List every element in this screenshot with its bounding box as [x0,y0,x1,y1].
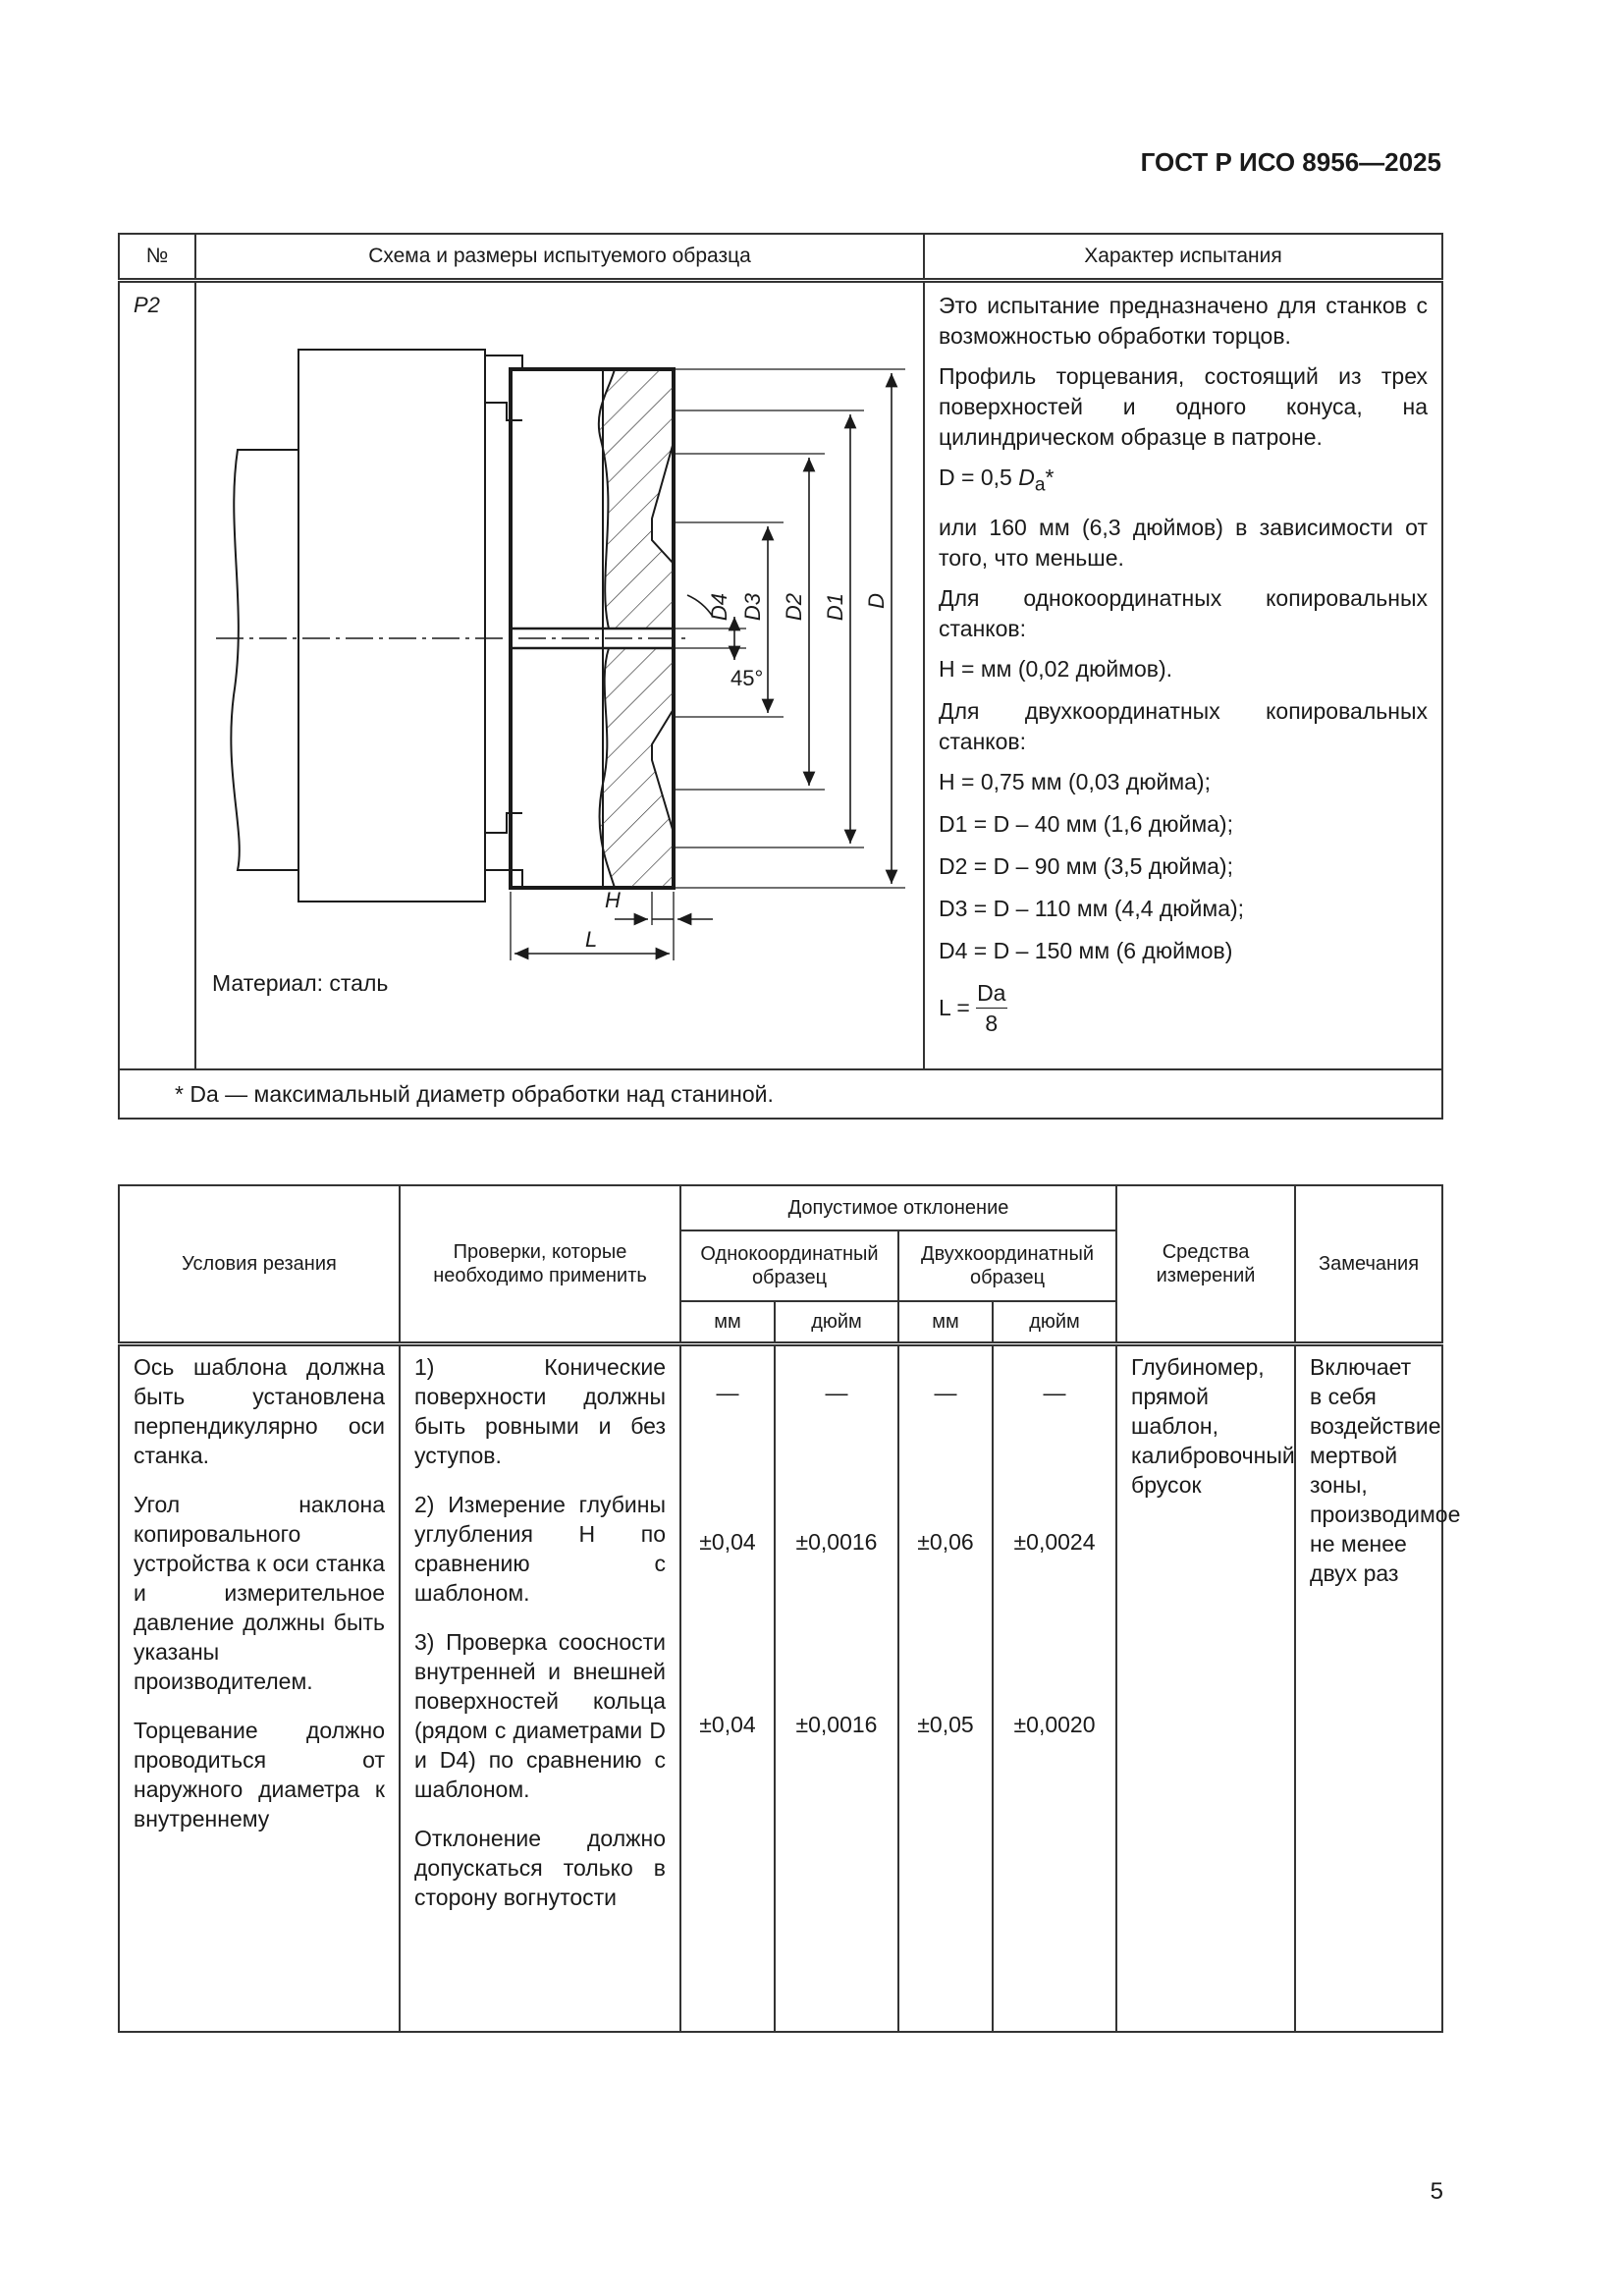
value-cell: ±0,05 [917,1712,974,1737]
col-number-header: № [119,234,195,281]
label-l: L [585,927,598,952]
footnote: * Da — максимальный диаметр обработки над станиной. [119,1069,1442,1119]
desc-single-axis: Для однокоординатных копировальных станков: [939,584,1428,641]
cutting-conditions [119,1344,400,2032]
desc-double-axis: Для двухкоординатных копировальных станков: [939,697,1428,754]
remarks: Включает в себя воздействие мертвой зоны, производимое не менее двух раз [1295,1344,1442,2032]
chuck-body [298,350,485,902]
material-note: Материал: сталь [212,970,389,996]
label-h: H [605,888,621,912]
formula-d3: D3 = D – 110 мм (4,4 дюйма); [939,895,1245,921]
formula-h2: H = 0,75 мм (0,03 дюйма); [939,768,1211,794]
value-cell: — [934,1380,957,1405]
col-schema-header: Схема и размеры испытуемого образца [195,234,924,281]
header-single-inch: дюйм [775,1301,898,1344]
double-mm-values [898,1344,993,2032]
header-double-mm: мм [898,1301,993,1344]
condition-item: Торцевание должно проводиться от наружного диаметра к внутреннему [134,1718,385,1831]
header-checks: Проверки, которые необходимо применить [400,1185,680,1344]
desc-alternative: или 160 мм (6,3 дюймов) в зависимости от того, что меньше. [939,514,1428,571]
label-d: D [864,593,889,609]
table1-footnote-row [119,1069,1442,1119]
value-cell: ±0,0016 [795,1529,878,1555]
header-double-inch: дюйм [993,1301,1116,1344]
header-means: Средства измерений [1116,1185,1295,1344]
header-single: Однокоординатный образец [680,1230,898,1301]
document-code: ГОСТ Р ИСО 8956—2025 [1140,147,1441,177]
spindle-break [231,450,298,870]
label-d1: D1 [823,593,847,622]
value-cell: — [716,1380,739,1405]
value-cell: — [825,1380,848,1405]
formula-d: D = 0,5 $D_a*$ [939,465,1055,496]
condition-item: Ось шаблона должна быть установлена перпендикулярно оси станка. [134,1354,385,1468]
specimen-drawing [196,283,921,960]
check-item: 3) Проверка соосности внутренней и внешней поверхностей кольца (рядом с диаметрами D и D4) по сравнению с шаблоном. [414,1629,666,1802]
single-inch-values [775,1344,898,2032]
value-cell: ±0,06 [917,1529,974,1555]
header-remarks: Замечания [1295,1185,1442,1344]
check-item: 1) Конические поверхности должны быть ровными и без уступов. [414,1354,666,1468]
formula-d4: D4 = D – 150 мм (6 дюймов) [939,937,1233,963]
page-number: 5 [1430,2178,1443,2205]
check-item: Отклонение должно допускаться только в сторону вогнутости [414,1826,666,1910]
label-angle: 45° [730,666,764,690]
t2-body-row [119,1344,1442,2032]
header-conditions: Условия резания [119,1185,400,1344]
row-id: P2 [119,281,195,1070]
measuring-means: Глубиномер, прямой шаблон, калибровочный брусок [1116,1344,1295,2032]
single-mm-values [680,1344,775,2032]
check-item: 2) Измерение глубины углубления H по сравнению с шаблоном. [414,1492,666,1606]
formula-d1: D1 = D – 40 мм (1,6 дюйма); [939,810,1233,837]
header-single-mm: мм [680,1301,775,1344]
value-cell: ±0,0016 [795,1712,878,1737]
cut-profile [599,369,674,629]
value-cell: ±0,04 [699,1712,756,1737]
value-cell: ±0,0024 [1013,1529,1096,1555]
jaw-steps [485,403,522,833]
chuck-jaws [485,355,603,888]
value-cell: — [1043,1380,1066,1405]
double-inch-values [993,1344,1116,2032]
value-cell: ±0,0020 [1013,1712,1096,1737]
condition-item: Угол наклона копировального устройства к оси станка и измерительное давление должны быть указаны производителем. [134,1492,385,1694]
desc-purpose: Это испытание предназначено для станков с возможностью обработки торцов. [939,293,1428,349]
label-d2: D2 [782,593,806,622]
table1-header-row [119,234,1442,281]
formula-h1: H = мм (0,02 дюймов). [939,655,1173,682]
specimen-table [118,233,1443,1120]
test-description [924,281,1442,1070]
label-d4: D4 [707,593,731,622]
formula-l: L = $\frac{Da}{8}$ [939,979,1006,1036]
checks-list [400,1344,680,2032]
header-tolerance: Допустимое отклонение [680,1185,1116,1230]
desc-profile: Профиль торцевания, состоящий из трех поверхностей и одного конуса, на цилиндрическом образце в патроне. [939,363,1428,450]
value-cell: ±0,04 [699,1529,756,1555]
formula-d2: D2 = D – 90 мм (3,5 дюйма); [939,852,1233,879]
schema-cell [195,281,924,1070]
table1-body-row [119,281,1442,1070]
label-d3: D3 [740,593,765,622]
tolerance-table [118,1184,1461,2033]
header-double: Двухкоординатный образец [898,1230,1116,1301]
t2-header-row-1 [119,1185,1442,1230]
col-test-nature-header: Характер испытания [924,234,1442,281]
cut-profile-lower [600,648,674,888]
